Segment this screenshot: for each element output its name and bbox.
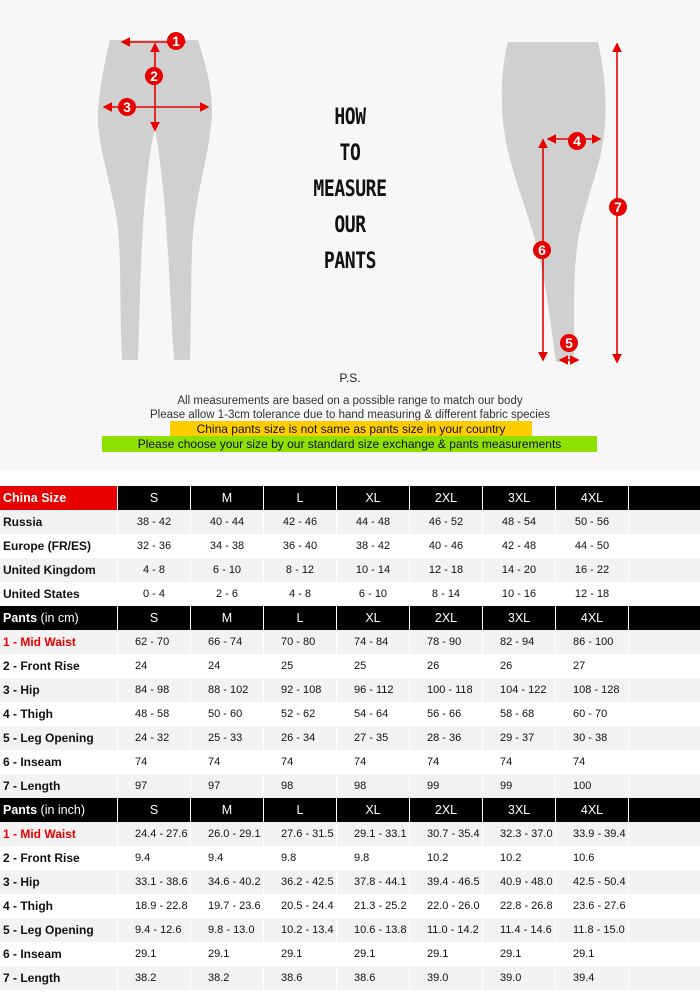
country-size-value: 42 - 48 — [483, 534, 555, 558]
measure-inch-row-label: 3 - Hip — [0, 870, 117, 894]
row-filler — [629, 846, 700, 870]
size-header-l: L — [264, 486, 336, 510]
pants-inch-header-title: Pants — [3, 803, 38, 817]
marker-7 — [609, 198, 627, 216]
row-filler — [629, 918, 700, 942]
measure-inch-value: 20.5 - 24.4 — [264, 894, 336, 918]
measure-cm-value: 96 - 112 — [337, 678, 409, 702]
measure-inch-value: 10.6 - 13.8 — [337, 918, 409, 942]
measure-inch-value: 9.8 — [337, 846, 409, 870]
measure-inch-value: 18.9 - 22.8 — [118, 894, 190, 918]
size-header-4xl: 4XL — [556, 798, 628, 822]
country-size-row — [0, 510, 700, 534]
row-filler — [629, 966, 700, 990]
measure-inch-value: 10.2 - 13.4 — [264, 918, 336, 942]
measure-inch-value: 37.8 - 44.1 — [337, 870, 409, 894]
measure-cm-row — [0, 678, 700, 702]
measure-cm-value: 74 — [556, 750, 628, 774]
measure-inch-value: 22.0 - 26.0 — [410, 894, 482, 918]
measure-cm-value: 66 - 74 — [191, 630, 263, 654]
country-size-value: 44 - 50 — [556, 534, 628, 558]
row-filler — [629, 510, 700, 534]
measure-cm-row — [0, 630, 700, 654]
how-to-measure-heading — [309, 100, 391, 280]
row-filler — [629, 750, 700, 774]
measure-cm-value: 74 — [118, 750, 190, 774]
measure-cm-row — [0, 774, 700, 798]
measure-inch-row — [0, 870, 700, 894]
measure-inch-row-label: 4 - Thigh — [0, 894, 117, 918]
country-size-value: 6 - 10 — [191, 558, 263, 582]
measure-inch-row — [0, 966, 700, 990]
measure-inch-value: 39.0 — [483, 966, 555, 990]
measure-inch-value: 33.1 - 38.6 — [118, 870, 190, 894]
heading-line: MEASURE — [313, 177, 387, 202]
measure-cm-row-label: 4 - Thigh — [0, 702, 117, 726]
pants-cm-header-unit: (in cm) — [40, 611, 79, 625]
country-size-row — [0, 558, 700, 582]
measure-cm-value: 84 - 98 — [118, 678, 190, 702]
svg-text:7: 7 — [614, 199, 622, 215]
measure-cm-value: 74 — [191, 750, 263, 774]
measure-inch-value: 29.1 - 33.1 — [337, 822, 409, 846]
heading-line: HOW — [334, 105, 366, 130]
country-size-value: 12 - 18 — [410, 558, 482, 582]
measure-inch-value: 29.1 — [556, 942, 628, 966]
country-size-value: 10 - 14 — [337, 558, 409, 582]
svg-text:4: 4 — [573, 133, 581, 149]
measure-cm-value: 25 — [337, 654, 409, 678]
country-size-value: 50 - 56 — [556, 510, 628, 534]
measure-inch-value: 38.2 — [191, 966, 263, 990]
measure-inch-value: 10.2 — [410, 846, 482, 870]
size-header-l: L — [264, 798, 336, 822]
size-header-xl: XL — [337, 486, 409, 510]
country-size-value: 46 - 52 — [410, 510, 482, 534]
measure-inch-value: 42.5 - 50.4 — [556, 870, 628, 894]
measure-cm-value: 48 - 58 — [118, 702, 190, 726]
measure-cm-value: 27 - 35 — [337, 726, 409, 750]
country-size-value: 12 - 18 — [556, 582, 628, 606]
measure-inch-row — [0, 822, 700, 846]
measure-cm-value: 27 — [556, 654, 628, 678]
size-header-3xl: 3XL — [483, 486, 555, 510]
measure-inch-value: 38.6 — [337, 966, 409, 990]
measure-cm-row — [0, 726, 700, 750]
heading-line: PANTS — [323, 249, 377, 274]
country-size-value: 4 - 8 — [118, 558, 190, 582]
measure-cm-row — [0, 750, 700, 774]
svg-text:2: 2 — [150, 68, 158, 84]
measure-cm-value: 99 — [483, 774, 555, 798]
measure-cm-value: 50 - 60 — [191, 702, 263, 726]
row-filler — [629, 726, 700, 750]
size-header-m: M — [191, 606, 263, 630]
country-size-value: 34 - 38 — [191, 534, 263, 558]
country-size-row-label: Russia — [0, 510, 117, 534]
row-filler — [629, 870, 700, 894]
row-filler — [629, 654, 700, 678]
pants-inch-header-row — [0, 798, 700, 822]
measure-cm-value: 60 - 70 — [556, 702, 628, 726]
measure-cm-value: 98 — [264, 774, 336, 798]
size-header-l: L — [264, 606, 336, 630]
measure-inch-value: 40.9 - 48.0 — [483, 870, 555, 894]
measure-inch-value: 9.4 - 12.6 — [118, 918, 190, 942]
header-filler — [629, 486, 700, 510]
country-size-value: 16 - 22 — [556, 558, 628, 582]
country-size-value: 6 - 10 — [337, 582, 409, 606]
measure-inch-value: 36.2 - 42.5 — [264, 870, 336, 894]
row-filler — [629, 774, 700, 798]
measure-inch-value: 23.6 - 27.6 — [556, 894, 628, 918]
size-header-4xl: 4XL — [556, 606, 628, 630]
measure-inch-value: 9.8 — [264, 846, 336, 870]
marker-2 — [145, 67, 163, 85]
measure-cm-value: 52 - 62 — [264, 702, 336, 726]
size-header-xl: XL — [337, 798, 409, 822]
measure-inch-value: 26.0 - 29.1 — [191, 822, 263, 846]
measure-cm-value: 24 — [118, 654, 190, 678]
measure-cm-row-label: 5 - Leg Opening — [0, 726, 117, 750]
measure-inch-value: 38.6 — [264, 966, 336, 990]
measure-cm-value: 78 - 90 — [410, 630, 482, 654]
pants-cm-header-title: Pants — [3, 611, 38, 625]
measure-inch-value: 9.4 — [118, 846, 190, 870]
measure-inch-value: 19.7 - 23.6 — [191, 894, 263, 918]
svg-text:5: 5 — [565, 335, 573, 351]
row-filler — [629, 534, 700, 558]
measure-inch-value: 32.3 - 37.0 — [483, 822, 555, 846]
size-header-xl: XL — [337, 606, 409, 630]
measure-cm-value: 104 - 122 — [483, 678, 555, 702]
measure-cm-value: 30 - 38 — [556, 726, 628, 750]
measure-cm-value: 26 — [483, 654, 555, 678]
header-filler — [629, 606, 700, 630]
measure-cm-value: 54 - 64 — [337, 702, 409, 726]
svg-text:6: 6 — [538, 242, 546, 258]
measure-inch-value: 29.1 — [410, 942, 482, 966]
row-filler — [629, 582, 700, 606]
country-size-value: 32 - 36 — [118, 534, 190, 558]
measure-inch-value: 29.1 — [483, 942, 555, 966]
measure-inch-value: 9.4 — [191, 846, 263, 870]
measure-inch-value: 10.6 — [556, 846, 628, 870]
measure-cm-row-label: 1 - Mid Waist — [0, 630, 117, 654]
measure-cm-value: 58 - 68 — [483, 702, 555, 726]
header-filler — [629, 798, 700, 822]
measure-cm-row — [0, 702, 700, 726]
measure-cm-value: 98 — [337, 774, 409, 798]
note-line-tolerance: Please allow 1-3cm tolerance due to hand measuring & different fabric species — [150, 409, 550, 421]
side-pants-silhouette — [502, 42, 606, 362]
heading-line: OUR — [334, 213, 366, 238]
country-size-value: 2 - 6 — [191, 582, 263, 606]
measure-cm-value: 28 - 36 — [410, 726, 482, 750]
country-size-value: 10 - 16 — [483, 582, 555, 606]
country-size-value: 0 - 4 — [118, 582, 190, 606]
size-header-m: M — [191, 486, 263, 510]
measure-inch-value: 29.1 — [191, 942, 263, 966]
marker-5 — [560, 334, 578, 352]
measure-inch-row-label: 6 - Inseam — [0, 942, 117, 966]
measure-cm-value: 24 - 32 — [118, 726, 190, 750]
measure-cm-value: 56 - 66 — [410, 702, 482, 726]
measure-cm-value: 100 — [556, 774, 628, 798]
measure-inch-value: 21.3 - 25.2 — [337, 894, 409, 918]
measure-inch-value: 29.1 — [264, 942, 336, 966]
country-size-value: 4 - 8 — [264, 582, 336, 606]
size-header-s: S — [118, 798, 190, 822]
measure-inch-value: 10.2 — [483, 846, 555, 870]
measure-cm-value: 26 - 34 — [264, 726, 336, 750]
measure-inch-row — [0, 942, 700, 966]
size-header-m: M — [191, 798, 263, 822]
country-size-row-label: Europe (FR/ES) — [0, 534, 117, 558]
country-size-value: 42 - 46 — [264, 510, 336, 534]
country-size-value: 38 - 42 — [118, 510, 190, 534]
row-filler — [629, 894, 700, 918]
country-size-value: 40 - 44 — [191, 510, 263, 534]
measure-cm-value: 86 - 100 — [556, 630, 628, 654]
country-size-value: 8 - 12 — [264, 558, 336, 582]
country-size-value: 14 - 20 — [483, 558, 555, 582]
measure-cm-row — [0, 654, 700, 678]
size-header-2xl: 2XL — [410, 798, 482, 822]
heading-line: TO — [339, 141, 361, 166]
note-line-range: All measurements are based on a possible range to match our body — [177, 395, 523, 407]
measure-inch-value: 9.8 - 13.0 — [191, 918, 263, 942]
measure-cm-value: 24 — [191, 654, 263, 678]
row-filler — [629, 822, 700, 846]
measure-cm-value: 74 — [483, 750, 555, 774]
measure-cm-value: 25 - 33 — [191, 726, 263, 750]
measure-inch-row — [0, 846, 700, 870]
pants-inch-header-unit: (in inch) — [40, 803, 85, 817]
country-size-value: 48 - 54 — [483, 510, 555, 534]
row-filler — [629, 678, 700, 702]
size-header-3xl: 3XL — [483, 606, 555, 630]
measure-cm-value: 74 — [410, 750, 482, 774]
measure-inch-row-label: 1 - Mid Waist — [0, 822, 117, 846]
measure-inch-row — [0, 918, 700, 942]
measure-inch-value: 11.8 - 15.0 — [556, 918, 628, 942]
china-size-header-label — [0, 486, 117, 510]
country-size-value: 44 - 48 — [337, 510, 409, 534]
marker-1 — [167, 32, 185, 50]
pants-inch-header-label — [0, 798, 117, 822]
row-filler — [629, 702, 700, 726]
measure-cm-row-label: 2 - Front Rise — [0, 654, 117, 678]
highlight-china-size-note: China pants size is not same as pants size in your country — [170, 421, 532, 437]
row-filler — [629, 630, 700, 654]
measure-inch-value: 30.7 - 35.4 — [410, 822, 482, 846]
country-size-row-label: United Kingdom — [0, 558, 117, 582]
marker-6 — [533, 241, 551, 259]
measure-inch-value: 39.4 — [556, 966, 628, 990]
measure-cm-value: 29 - 37 — [483, 726, 555, 750]
size-header-4xl: 4XL — [556, 486, 628, 510]
country-size-value: 36 - 40 — [264, 534, 336, 558]
measure-inch-value: 11.4 - 14.6 — [483, 918, 555, 942]
measure-cm-value: 97 — [191, 774, 263, 798]
measure-inch-value: 38.2 — [118, 966, 190, 990]
measure-cm-value: 74 - 84 — [337, 630, 409, 654]
ps-label: P.S. — [339, 371, 361, 385]
measure-inch-value: 29.1 — [337, 942, 409, 966]
measure-inch-row-label: 7 - Length — [0, 966, 117, 990]
size-header-3xl: 3XL — [483, 798, 555, 822]
measure-inch-row-label: 2 - Front Rise — [0, 846, 117, 870]
measure-cm-value: 100 - 118 — [410, 678, 482, 702]
country-size-value: 38 - 42 — [337, 534, 409, 558]
measure-inch-value: 39.4 - 46.5 — [410, 870, 482, 894]
measure-cm-value: 74 — [337, 750, 409, 774]
size-header-s: S — [118, 606, 190, 630]
svg-text:1: 1 — [172, 33, 180, 49]
size-chart-table — [0, 486, 700, 990]
country-size-row — [0, 582, 700, 606]
country-size-value: 8 - 14 — [410, 582, 482, 606]
measure-cm-row-label: 6 - Inseam — [0, 750, 117, 774]
pants-cm-header-label — [0, 606, 117, 630]
measure-inch-value: 39.0 — [410, 966, 482, 990]
measure-cm-value: 62 - 70 — [118, 630, 190, 654]
china-size-header-title: China Size — [3, 491, 67, 505]
size-header-2xl: 2XL — [410, 606, 482, 630]
china-size-header-row — [0, 486, 700, 510]
measure-inch-value: 29.1 — [118, 942, 190, 966]
measure-cm-value: 74 — [264, 750, 336, 774]
country-size-value: 40 - 46 — [410, 534, 482, 558]
measure-inch-value: 24.4 - 27.6 — [118, 822, 190, 846]
measure-cm-value: 108 - 128 — [556, 678, 628, 702]
measure-cm-value: 97 — [118, 774, 190, 798]
measure-cm-row-label: 3 - Hip — [0, 678, 117, 702]
measure-inch-row — [0, 894, 700, 918]
marker-3 — [118, 98, 136, 116]
measure-cm-value: 25 — [264, 654, 336, 678]
country-size-row — [0, 534, 700, 558]
measure-cm-value: 70 - 80 — [264, 630, 336, 654]
row-filler — [629, 942, 700, 966]
measure-cm-value: 26 — [410, 654, 482, 678]
measure-inch-value: 34.6 - 40.2 — [191, 870, 263, 894]
svg-text:3: 3 — [123, 99, 131, 115]
measure-inch-value: 22.8 - 26.8 — [483, 894, 555, 918]
measure-cm-value: 92 - 108 — [264, 678, 336, 702]
highlight-choose-size-note: Please choose your size by our standard size exchange & pants measurements — [102, 436, 597, 452]
measure-inch-value: 27.6 - 31.5 — [264, 822, 336, 846]
row-filler — [629, 558, 700, 582]
size-header-s: S — [118, 486, 190, 510]
measure-inch-value: 33.9 - 39.4 — [556, 822, 628, 846]
pants-cm-header-row — [0, 606, 700, 630]
country-size-row-label: United States — [0, 582, 117, 606]
measure-cm-value: 88 - 102 — [191, 678, 263, 702]
measure-cm-row-label: 7 - Length — [0, 774, 117, 798]
measure-cm-value: 99 — [410, 774, 482, 798]
measure-inch-row-label: 5 - Leg Opening — [0, 918, 117, 942]
marker-4 — [568, 132, 586, 150]
measure-cm-value: 82 - 94 — [483, 630, 555, 654]
size-header-2xl: 2XL — [410, 486, 482, 510]
measure-inch-value: 11.0 - 14.2 — [410, 918, 482, 942]
